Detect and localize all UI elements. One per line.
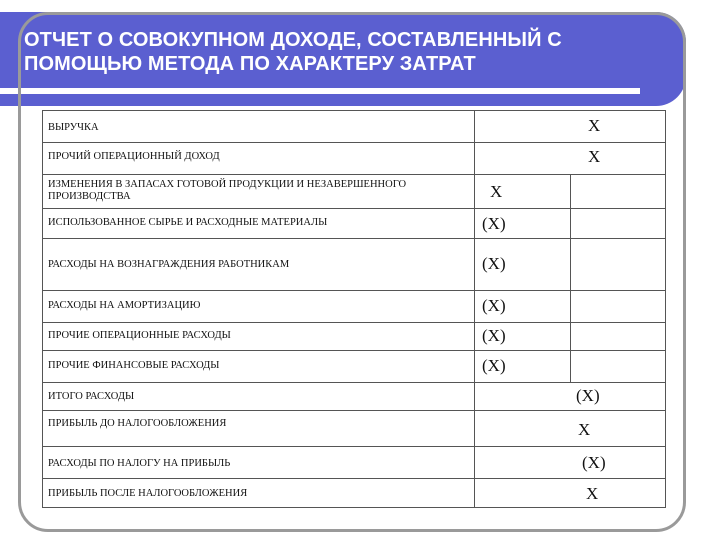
table-border-right — [665, 110, 666, 508]
value-depreciation: (X) — [482, 296, 506, 315]
value-other-operating-income: X — [588, 147, 601, 166]
table-border-left — [42, 110, 43, 508]
slide-title: ОТЧЕТ О СОВОКУПНОМ ДОХОДЕ, СОСТАВЛЕННЫЙ С ПОМОЩЬЮ МЕТОДА ПО ХАРАКТЕРУ ЗАТРАТ — [24, 29, 562, 75]
row-label-other-finance-expenses: ПРОЧИЕ ФИНАНСОВЫЕ РАСХОДЫ — [48, 360, 220, 371]
row-label-raw-materials: ИСПОЛЬЗОВАННОЕ СЫРЬЕ И РАСХОДНЫЕ МАТЕРИАЛЫ — [48, 217, 328, 228]
column-divider — [570, 174, 571, 382]
value-other-finance-expenses: (X) — [482, 356, 506, 375]
row-divider — [42, 350, 666, 351]
value-inventory-changes: X — [490, 182, 503, 201]
row-label-profit-after-tax: ПРИБЫЛЬ ПОСЛЕ НАЛОГООБЛОЖЕНИЯ — [48, 488, 248, 499]
row-label-profit-before-tax: ПРИБЫЛЬ ДО НАЛОГООБЛОЖЕНИЯ — [48, 418, 227, 429]
row-label-income-tax: РАСХОДЫ ПО НАЛОГУ НА ПРИБЫЛЬ — [48, 458, 231, 469]
table-border-bottom — [42, 507, 666, 508]
row-divider — [42, 322, 666, 323]
row-divider — [42, 174, 666, 175]
row-label-total-expenses: ИТОГО РАСХОДЫ — [48, 391, 135, 402]
row-divider — [42, 446, 666, 447]
value-revenue: X — [588, 116, 601, 135]
income-statement-table — [42, 110, 666, 508]
row-divider — [42, 238, 666, 239]
column-divider — [474, 110, 475, 508]
row-divider — [42, 208, 666, 209]
value-total-expenses: (X) — [576, 386, 600, 405]
value-profit-before-tax: X — [578, 420, 591, 439]
row-divider — [42, 478, 666, 479]
value-raw-materials: (X) — [482, 214, 506, 233]
row-divider — [42, 290, 666, 291]
row-label-other-operating-expenses: ПРОЧИЕ ОПЕРАЦИОННЫЕ РАСХОДЫ — [48, 330, 231, 341]
value-other-operating-expenses: (X) — [482, 326, 506, 345]
row-divider — [42, 142, 666, 143]
value-profit-after-tax: X — [586, 484, 599, 503]
row-divider — [42, 410, 666, 411]
row-label-depreciation: РАСХОДЫ НА АМОРТИЗАЦИЮ — [48, 300, 201, 311]
row-label-revenue: ВЫРУЧКА — [48, 122, 99, 133]
row-label-employee-benefits: РАСХОДЫ НА ВОЗНАГРАЖДЕНИЯ РАБОТНИКАМ — [48, 259, 290, 270]
row-label-inventory-changes: ИЗМЕНЕНИЯ В ЗАПАСАХ ГОТОВОЙ ПРОДУКЦИИ И НЕЗАВЕРШЕННОГО ПРОИЗВОДСТВА — [48, 179, 407, 202]
row-label-other-operating-income: ПРОЧИЙ ОПЕРАЦИОННЫЙ ДОХОД — [48, 151, 220, 162]
value-employee-benefits: (X) — [482, 254, 506, 273]
value-income-tax: (X) — [582, 453, 606, 472]
table-border-top — [42, 110, 666, 111]
row-divider — [42, 382, 666, 383]
